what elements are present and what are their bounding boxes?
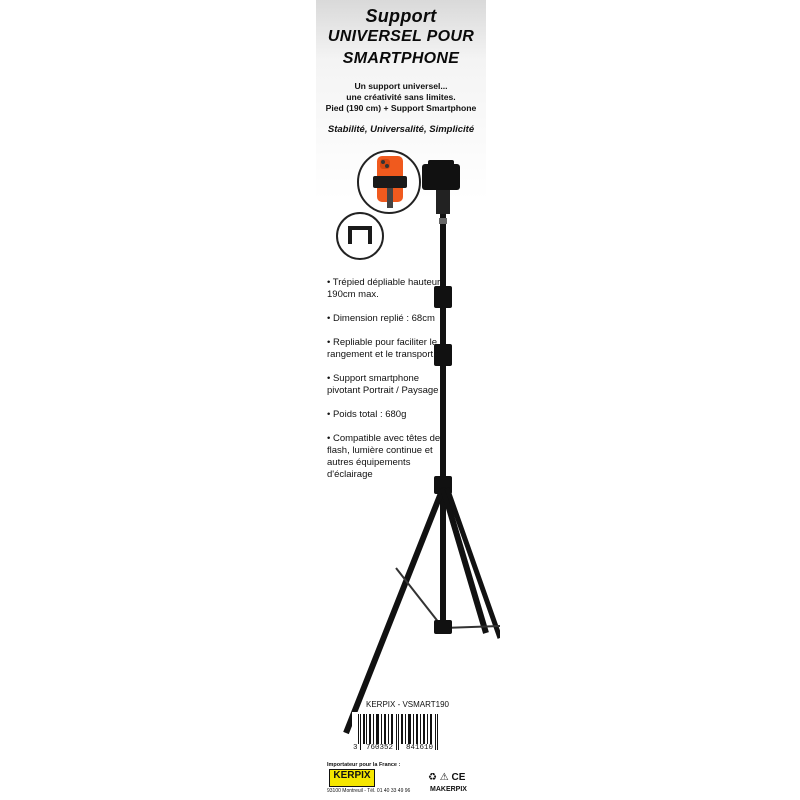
- product-reference: KERPIX - VSMART190: [366, 700, 449, 709]
- tagline: Stabilité, Universalité, Simplicité: [327, 124, 475, 135]
- barcode-digit-left: 3: [353, 744, 358, 752]
- barcode-digits-right: 841610: [406, 744, 434, 752]
- subtitle-line-3: Pied (190 cm) + Support Smartphone: [325, 103, 477, 113]
- title-line-3: SMARTPHONE: [342, 50, 460, 67]
- ce-mark-icon: CE: [451, 772, 466, 783]
- kerpix-logo: KERPIX: [329, 769, 375, 787]
- recycle-icon: ♻: [428, 772, 437, 783]
- tidyman-icon: ⚠: [439, 772, 449, 783]
- subtitle-line-1: Un support universel...: [354, 81, 448, 91]
- subtitle-line-2: une créativité sans limites.: [346, 92, 456, 102]
- importer-address: 93100 Montreuil - Tél. 01 40 33 49 96: [327, 788, 411, 794]
- feature-item: • Dimension replié : 68cm: [327, 313, 435, 324]
- feature-list: [327, 277, 447, 493]
- feature-item: • Trépied dépliable hauteur 190cm max.: [327, 277, 441, 300]
- certification-icons: [428, 772, 465, 783]
- feature-item: • Compatible avec têtes de flash, lumière continue et autres équipements d'éclairage: [327, 433, 441, 480]
- title-line-2: UNIVERSEL POUR: [327, 28, 475, 45]
- makerpix-logo: MAKERPIX: [430, 786, 467, 793]
- feature-item: • Support smartphone pivotant Portrait / Paysage: [327, 373, 439, 396]
- barcode-digits-middle: 760352: [366, 744, 394, 752]
- feature-item: • Poids total : 680g: [327, 409, 407, 420]
- importer-label: Importateur pour la France :: [327, 762, 401, 768]
- feature-item: • Repliable pour faciliter le rangement et le transport: [327, 337, 437, 360]
- title-line-1: Support: [365, 6, 437, 26]
